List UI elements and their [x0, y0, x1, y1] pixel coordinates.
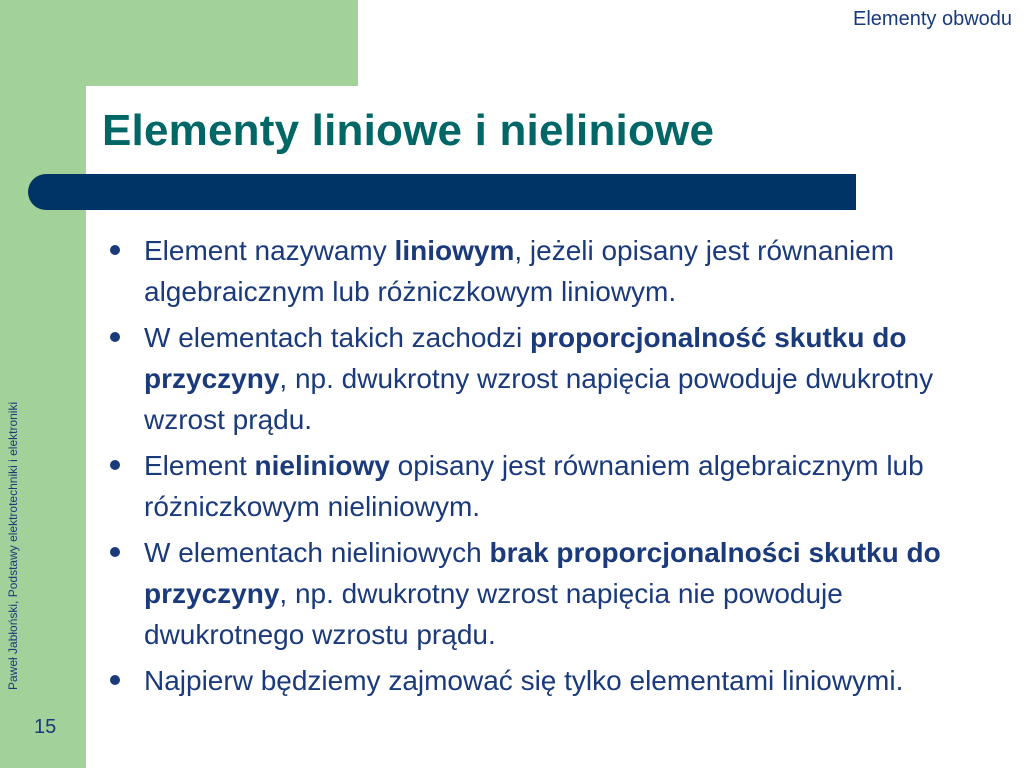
bullet-text: W elementach takich zachodzi — [144, 322, 530, 353]
bullet-list — [104, 230, 1004, 706]
bullet-text: opisany jest równaniem algebraicznym lub różniczkowym nieliniowym. — [144, 450, 924, 522]
bullet-text: , jeżeli opisany jest równaniem algebraicznym lub różniczkowym liniowym. — [144, 235, 895, 307]
slide-title: Elementy liniowe i nieliniowe — [102, 106, 715, 155]
bullet-text: Najpierw będziemy zajmować się tylko elementami liniowymi. — [144, 665, 904, 696]
bullet-dot-icon — [110, 675, 120, 685]
bullet-dot-icon — [110, 547, 120, 557]
bullet-bold-text: liniowym — [394, 235, 515, 266]
bullet-text: Element nazywamy — [144, 235, 395, 266]
bullet-bold-text: proporcjonalność skutku do przyczyny — [144, 322, 907, 394]
slide-header: Elementy obwodu — [853, 8, 1012, 30]
bullet-item — [104, 660, 1004, 701]
title-underline-bar — [28, 174, 856, 210]
author-course-text: Paweł Jabłoński, Podstawy elektrotechniki i elektroniki — [6, 401, 20, 690]
bullet-dot-icon — [110, 332, 120, 342]
bullet-text: W elementach nieliniowych — [144, 537, 490, 568]
bullet-text: Element — [144, 450, 255, 481]
bullet-bold-text: nieliniowy — [254, 450, 390, 481]
bullet-dot-icon — [110, 245, 120, 255]
bullet-item — [104, 445, 1004, 527]
bullet-text: , np. dwukrotny wzrost napięcia powoduje dwukrotny wzrost prądu. — [144, 363, 934, 435]
bullet-item — [104, 532, 1004, 655]
bullet-item — [104, 230, 1004, 312]
bullet-bold-text: brak proporcjonalności skutku do przyczyny — [144, 537, 941, 609]
bullet-item — [104, 317, 1004, 440]
page-number: 15 — [34, 716, 57, 738]
bullet-dot-icon — [110, 460, 120, 470]
bullet-text: , np. dwukrotny wzrost napięcia nie powoduje dwukrotnego wzrostu prądu. — [144, 578, 843, 650]
